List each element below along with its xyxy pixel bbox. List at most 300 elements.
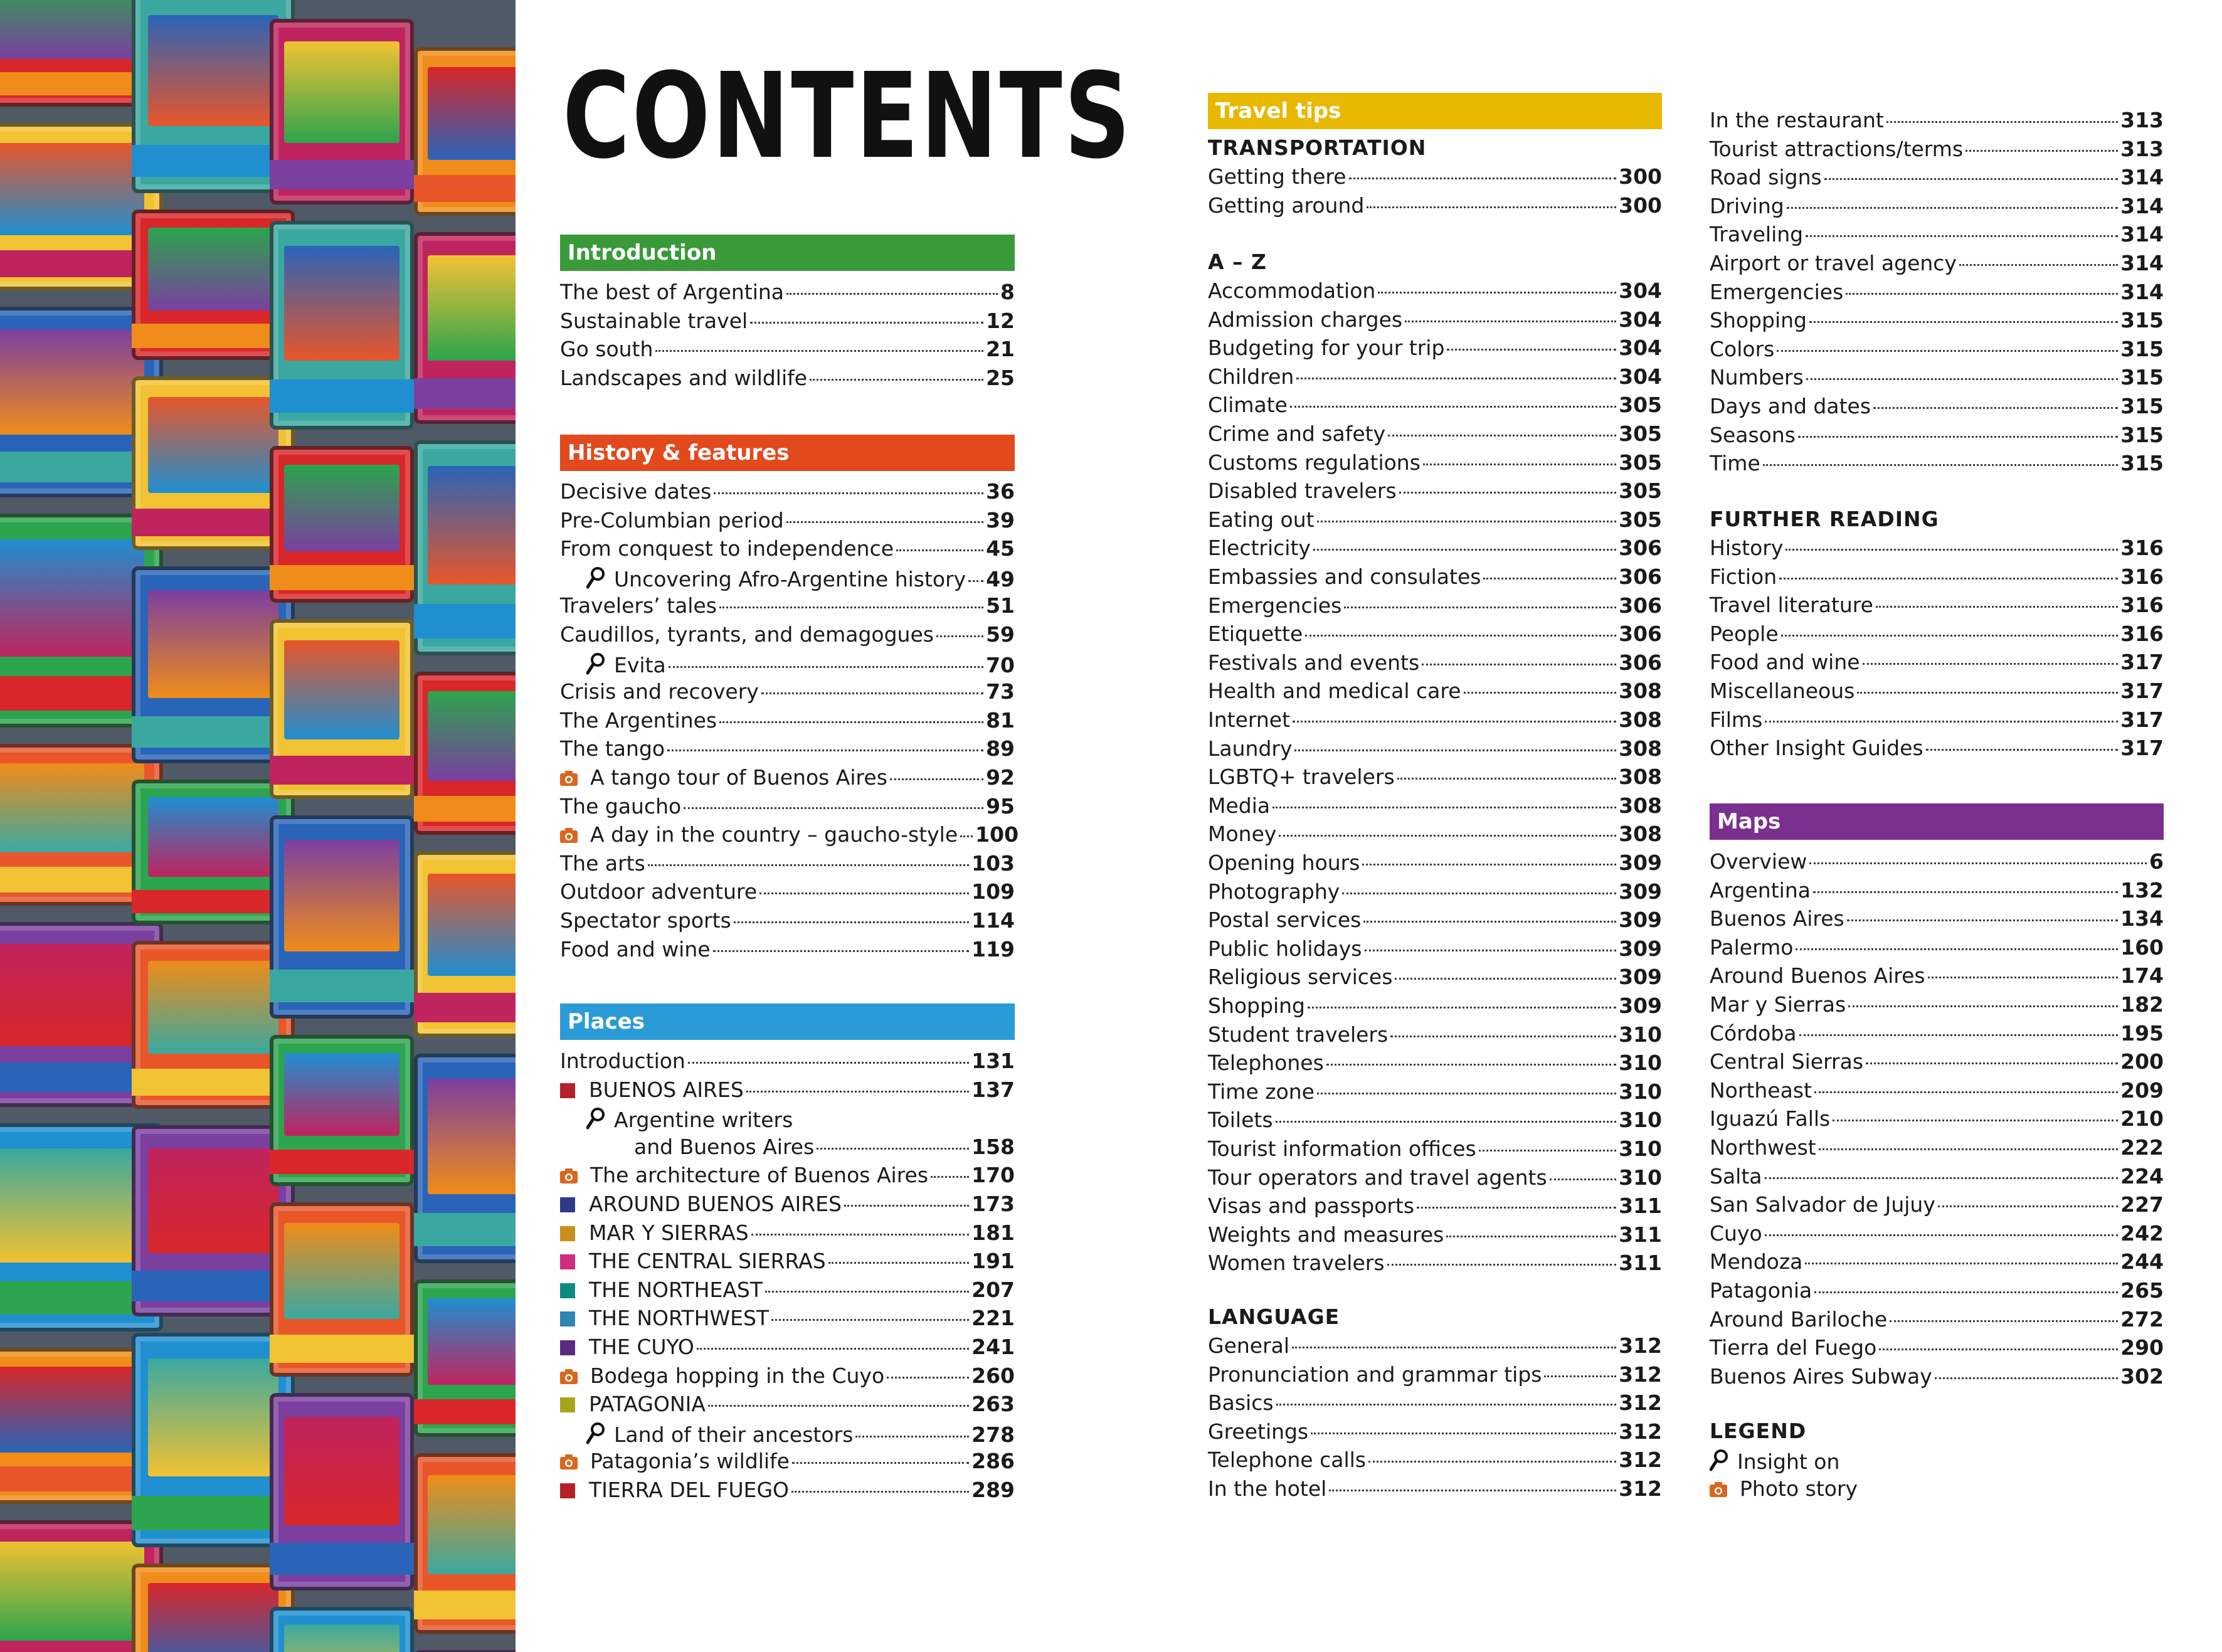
plaque-band bbox=[414, 796, 516, 822]
toc-entry-page: 137 bbox=[971, 1077, 1015, 1102]
toc-entry[interactable] bbox=[1208, 334, 1662, 362]
toc-entry[interactable] bbox=[1710, 364, 2164, 391]
toc-entry[interactable] bbox=[560, 1219, 1015, 1247]
toc-entry[interactable] bbox=[1710, 336, 2164, 363]
page-title: CONTENTS bbox=[563, 48, 1133, 185]
toc-entry[interactable] bbox=[1710, 1334, 2164, 1362]
toc-entry-page: 306 bbox=[1619, 650, 1662, 675]
toc-entry-label: Postal services bbox=[1208, 908, 1362, 933]
toc-entry[interactable] bbox=[1710, 962, 2164, 990]
toc-entry-page: 131 bbox=[971, 1049, 1015, 1073]
toc-entry-page: 224 bbox=[2120, 1163, 2164, 1189]
toc-entry-page: 263 bbox=[971, 1392, 1015, 1417]
photo-story-camera-icon bbox=[560, 771, 578, 786]
painted-plaque bbox=[270, 1035, 414, 1186]
toc-entry[interactable] bbox=[560, 764, 1015, 792]
toc-entry[interactable] bbox=[1208, 163, 1662, 191]
toc-entry[interactable] bbox=[560, 1305, 1015, 1332]
dot-leader bbox=[714, 492, 983, 494]
toc-entry[interactable] bbox=[1208, 1332, 1662, 1360]
toc-entry[interactable] bbox=[1208, 792, 1662, 820]
toc-entry-page: 316 bbox=[2120, 536, 2164, 560]
toc-entry[interactable] bbox=[560, 821, 1019, 849]
toc-entry-page: 92 bbox=[986, 765, 1015, 790]
subheading-language: LANGUAGE bbox=[1208, 1305, 1340, 1329]
toc-entry-label: Time zone bbox=[1208, 1079, 1315, 1104]
toc-entry[interactable] bbox=[1208, 534, 1662, 562]
toc-entry[interactable] bbox=[1710, 1105, 2164, 1133]
toc-entry[interactable] bbox=[560, 1276, 1015, 1304]
toc-entry[interactable] bbox=[1208, 1475, 1662, 1503]
section-bar-history: History & features bbox=[560, 435, 1015, 471]
toc-entry-page: 308 bbox=[1619, 793, 1662, 818]
toc-entry[interactable] bbox=[1208, 506, 1662, 534]
toc-entry[interactable] bbox=[560, 336, 1015, 363]
toc-entry[interactable] bbox=[560, 907, 1015, 935]
toc-entry[interactable] bbox=[1208, 1106, 1662, 1134]
toc-entry[interactable] bbox=[1710, 107, 2164, 134]
toc-entry[interactable] bbox=[560, 850, 1015, 877]
toc-entry-page: 309 bbox=[1619, 850, 1662, 875]
toc-entry-page: 305 bbox=[1619, 479, 1662, 504]
insight-magnifier-icon bbox=[586, 566, 605, 589]
toc-entry[interactable] bbox=[1710, 421, 2164, 449]
toc-entry[interactable] bbox=[1208, 477, 1662, 505]
insight-magnifier-icon bbox=[586, 1107, 605, 1130]
toc-entry[interactable] bbox=[1208, 992, 1662, 1020]
toc-entry[interactable] bbox=[1710, 734, 2164, 762]
toc-entry-page: 241 bbox=[971, 1335, 1015, 1359]
plaque-band bbox=[414, 175, 516, 202]
plaque-band bbox=[270, 1150, 414, 1174]
plaque-painting bbox=[148, 15, 278, 127]
toc-entry-page: 59 bbox=[986, 622, 1015, 647]
toc-entry[interactable] bbox=[560, 793, 1015, 820]
toc-entry[interactable] bbox=[1710, 250, 2164, 277]
plaque-band bbox=[270, 160, 414, 189]
toc-entry-label: Crime and safety bbox=[1208, 421, 1386, 446]
toc-entry-label: PATAGONIA bbox=[589, 1392, 706, 1417]
toc-entry-page: 305 bbox=[1619, 393, 1662, 418]
toc-entry[interactable] bbox=[1710, 278, 2164, 306]
toc-entry[interactable] bbox=[1208, 363, 1662, 391]
toc-entry-page: 160 bbox=[2120, 935, 2164, 960]
toc-entry-label: Etiquette bbox=[1208, 622, 1303, 647]
painted-plaque bbox=[414, 232, 516, 424]
toc-entry-label: Go south bbox=[560, 337, 653, 362]
toc-entry-label: Visas and passports bbox=[1208, 1194, 1415, 1219]
toc-entry[interactable] bbox=[1208, 1078, 1662, 1106]
toc-entry-page: 313 bbox=[2120, 108, 2164, 132]
toc-entry-label: Introduction bbox=[560, 1049, 685, 1073]
toc-entry-label: Miscellaneous bbox=[1710, 679, 1855, 703]
toc-entry-page: 103 bbox=[971, 850, 1015, 876]
toc-entry[interactable] bbox=[560, 707, 1015, 734]
toc-entry[interactable] bbox=[1710, 620, 2164, 648]
toc-entry-label: The Argentines bbox=[560, 707, 717, 733]
dot-leader bbox=[1806, 378, 2118, 380]
toc-entry-label: Shopping bbox=[1710, 308, 1807, 333]
toc-entry[interactable] bbox=[1208, 1192, 1662, 1220]
dot-leader bbox=[1317, 521, 1617, 522]
toc-entry[interactable] bbox=[1208, 620, 1662, 648]
toc-entry[interactable] bbox=[1710, 1163, 2164, 1190]
toc-entry-page: 313 bbox=[2120, 136, 2164, 161]
region-color-square-icon bbox=[560, 1254, 575, 1269]
toc-entry[interactable] bbox=[1710, 1248, 2164, 1276]
toc-entry-label: Pronunciation and grammar tips bbox=[1208, 1362, 1542, 1387]
legend-insight bbox=[1710, 1446, 1839, 1476]
dot-leader bbox=[1833, 1120, 2118, 1121]
toc-entry[interactable] bbox=[1208, 649, 1662, 677]
toc-entry-page: 315 bbox=[2120, 308, 2164, 333]
painted-plaque bbox=[270, 1393, 414, 1591]
toc-entry-label: Opening hours bbox=[1208, 850, 1360, 875]
toc-entry-page: 310 bbox=[1619, 1108, 1662, 1133]
dot-leader bbox=[1417, 1207, 1616, 1209]
toc-entry-label: Public holidays bbox=[1208, 936, 1362, 961]
subheading-a-z: A – Z bbox=[1208, 250, 1267, 274]
toc-entry-page: 25 bbox=[986, 365, 1015, 390]
toc-entry-label: Children bbox=[1208, 364, 1294, 389]
dot-leader bbox=[960, 835, 973, 837]
toc-entry[interactable] bbox=[1710, 677, 2164, 705]
toc-entry[interactable] bbox=[560, 1190, 1015, 1218]
toc-entry[interactable] bbox=[560, 678, 1015, 706]
dot-leader bbox=[1763, 464, 2118, 466]
dot-leader bbox=[1848, 1005, 2118, 1007]
dot-leader bbox=[1765, 1234, 2118, 1236]
toc-entry-page: 272 bbox=[2120, 1306, 2164, 1332]
toc-entry-label: Landscapes and wildlife bbox=[560, 365, 808, 390]
toc-entry-page: 278 bbox=[971, 1422, 1015, 1447]
toc-entry[interactable] bbox=[560, 1390, 1015, 1418]
dot-leader bbox=[890, 778, 983, 780]
toc-entry[interactable] bbox=[560, 535, 1015, 563]
toc-entry[interactable] bbox=[1710, 221, 2164, 248]
toc-entry-label: Seasons bbox=[1710, 422, 1796, 447]
painted-plaque bbox=[414, 1054, 516, 1263]
toc-entry[interactable] bbox=[560, 1448, 1015, 1475]
toc-entry-page: 286 bbox=[971, 1449, 1015, 1474]
toc-entry[interactable] bbox=[560, 1076, 1015, 1104]
toc-entry[interactable] bbox=[1208, 820, 1662, 848]
toc-entry[interactable] bbox=[1710, 307, 2164, 334]
dot-leader bbox=[1806, 235, 2118, 237]
toc-entry[interactable] bbox=[1208, 1418, 1662, 1446]
toc-entry-page: 316 bbox=[2120, 593, 2164, 618]
dot-leader bbox=[1926, 749, 2119, 751]
toc-entry[interactable] bbox=[1710, 649, 2164, 676]
dot-leader bbox=[1390, 1035, 1616, 1037]
dot-leader bbox=[1405, 320, 1616, 322]
toc-entry[interactable] bbox=[1208, 1221, 1662, 1249]
plaque-painting bbox=[0, 329, 144, 434]
toc-entry-page: 290 bbox=[2120, 1335, 2164, 1360]
toc-entry[interactable] bbox=[1208, 963, 1662, 991]
toc-entry[interactable] bbox=[1710, 534, 2164, 562]
toc-entry[interactable] bbox=[560, 478, 1015, 506]
toc-entry-page: 311 bbox=[1619, 1222, 1662, 1247]
toc-entry[interactable] bbox=[1208, 277, 1662, 305]
dot-leader bbox=[765, 1291, 969, 1293]
toc-entry-label: Caudillos, tyrants, and demagogues bbox=[560, 622, 934, 647]
section-bar-places: Places bbox=[560, 1003, 1015, 1040]
toc-entry[interactable] bbox=[560, 1419, 1015, 1447]
toc-entry-label: Basics bbox=[1208, 1390, 1274, 1416]
toc-entry[interactable] bbox=[1710, 877, 2164, 904]
toc-entry-page: 315 bbox=[2120, 422, 2164, 447]
toc-entry[interactable] bbox=[560, 507, 1015, 534]
toc-entry[interactable] bbox=[1710, 905, 2164, 933]
toc-entry[interactable] bbox=[1208, 420, 1662, 448]
toc-entry-label: Tourist attractions/terms bbox=[1710, 136, 1964, 161]
toc-entry-page: 316 bbox=[2120, 564, 2164, 589]
toc-entry[interactable] bbox=[560, 621, 1015, 649]
toc-entry-label: Overview bbox=[1710, 849, 1807, 874]
toc-entry-label: Buenos Aires bbox=[1710, 906, 1844, 931]
toc-entry[interactable] bbox=[560, 878, 1015, 906]
dot-leader bbox=[1363, 921, 1616, 923]
toc-entry[interactable] bbox=[1208, 1021, 1662, 1049]
toc-entry-page: 312 bbox=[1619, 1476, 1662, 1501]
toc-entry[interactable] bbox=[560, 364, 1015, 392]
dot-leader bbox=[1886, 121, 2118, 123]
toc-entry-label: Patagonia’s wildlife bbox=[590, 1449, 790, 1474]
plaque-band bbox=[414, 993, 516, 1023]
dot-leader bbox=[1799, 1034, 2119, 1036]
plaque-band bbox=[270, 970, 414, 1002]
toc-entry-label: BUENOS AIRES bbox=[589, 1077, 744, 1102]
dot-leader bbox=[1388, 435, 1616, 437]
toc-entry-page: 306 bbox=[1619, 536, 1662, 561]
toc-entry[interactable] bbox=[1208, 1249, 1662, 1277]
toc-entry[interactable] bbox=[1710, 393, 2164, 420]
toc-entry[interactable] bbox=[1208, 849, 1662, 877]
plaque-painting bbox=[428, 874, 516, 976]
toc-entry-page: 21 bbox=[986, 337, 1015, 362]
toc-entry-label: Religious services bbox=[1208, 965, 1393, 990]
legend-photo-story-label: Photo story bbox=[1740, 1476, 1858, 1501]
toc-entry[interactable] bbox=[1208, 1164, 1662, 1192]
toc-entry-label: Media bbox=[1208, 793, 1271, 818]
toc-entry[interactable] bbox=[560, 650, 1015, 677]
toc-entry[interactable] bbox=[1710, 193, 2164, 220]
toc-entry[interactable] bbox=[1710, 563, 2164, 591]
dot-leader bbox=[1965, 150, 2118, 152]
toc-entry[interactable] bbox=[1208, 763, 1662, 791]
toc-entry[interactable] bbox=[1710, 450, 2164, 477]
plaque-painting bbox=[428, 1079, 516, 1194]
toc-entry-page: 49 bbox=[986, 566, 1015, 591]
toc-entry-label: Other Insight Guides bbox=[1710, 736, 1923, 761]
toc-entry-page: 134 bbox=[2120, 906, 2164, 931]
toc-entry[interactable] bbox=[1710, 1220, 2164, 1247]
toc-entry[interactable] bbox=[1710, 1134, 2164, 1162]
toc-entry-label: Student travelers bbox=[1208, 1022, 1389, 1047]
toc-entry[interactable] bbox=[560, 1476, 1015, 1504]
toc-entry-label: Getting around bbox=[1208, 193, 1365, 218]
toc-entry[interactable] bbox=[1710, 1020, 2164, 1047]
dot-leader bbox=[817, 1148, 969, 1150]
dot-leader bbox=[1890, 1320, 2118, 1322]
toc-entry-label: Northwest bbox=[1710, 1135, 1816, 1160]
toc-entry-label: Traveling bbox=[1710, 222, 1804, 247]
toc-entry[interactable] bbox=[560, 1104, 1015, 1132]
toc-entry[interactable] bbox=[560, 278, 1015, 306]
dot-leader bbox=[1446, 1236, 1616, 1237]
toc-entry[interactable] bbox=[1208, 1446, 1662, 1474]
toc-entry-page: 51 bbox=[986, 593, 1015, 618]
painted-plaque bbox=[270, 19, 414, 204]
cover-photo bbox=[0, 0, 516, 1652]
toc-entry[interactable] bbox=[1208, 1389, 1662, 1417]
toc-entry-label: Sustainable travel bbox=[560, 308, 748, 333]
toc-entry[interactable] bbox=[1208, 677, 1662, 705]
toc-entry[interactable] bbox=[560, 1247, 1015, 1275]
toc-entry[interactable] bbox=[1208, 1361, 1662, 1389]
dot-leader bbox=[1317, 1093, 1616, 1094]
toc-entry[interactable] bbox=[1208, 306, 1662, 334]
toc-entry[interactable] bbox=[1208, 391, 1662, 419]
toc-entry[interactable] bbox=[1208, 706, 1662, 734]
toc-entry[interactable] bbox=[1710, 1048, 2164, 1076]
toc-entry[interactable] bbox=[1710, 848, 2164, 876]
dot-leader bbox=[1305, 635, 1616, 637]
toc-entry[interactable] bbox=[560, 564, 1015, 591]
toc-entry[interactable] bbox=[1710, 934, 2164, 961]
toc-entry-label: From conquest to independence bbox=[560, 536, 894, 561]
dot-leader bbox=[1765, 1177, 2119, 1179]
toc-entry-page: 310 bbox=[1619, 1136, 1662, 1161]
toc-entry-page: 314 bbox=[2120, 165, 2164, 190]
subheading-legend: LEGEND bbox=[1710, 1419, 1807, 1443]
toc-entry[interactable] bbox=[560, 1162, 1015, 1189]
toc-entry[interactable] bbox=[1710, 1363, 2164, 1390]
painted-plaque bbox=[414, 440, 516, 655]
toc-entry[interactable] bbox=[560, 592, 1015, 620]
toc-entry-page: 317 bbox=[2120, 736, 2164, 761]
painted-plaque bbox=[270, 221, 414, 430]
toc-entry[interactable] bbox=[1710, 706, 2164, 734]
photo-story-camera-icon bbox=[560, 1369, 578, 1384]
toc-entry-label: Disabled travelers bbox=[1208, 479, 1397, 504]
toc-entry-page: 314 bbox=[2120, 251, 2164, 275]
toc-entry-label: Travelers’ tales bbox=[560, 593, 717, 618]
dot-leader bbox=[1857, 692, 2118, 694]
dot-leader bbox=[968, 580, 983, 582]
toc-entry[interactable] bbox=[1710, 135, 2164, 163]
plaque-painting bbox=[0, 539, 144, 657]
toc-entry-page: 6 bbox=[2149, 849, 2164, 874]
toc-entry[interactable] bbox=[560, 936, 1015, 963]
toc-entry-label: A day in the country – gaucho-style bbox=[590, 822, 958, 847]
toc-entry[interactable] bbox=[1710, 1077, 2164, 1104]
toc-entry-page: 304 bbox=[1619, 336, 1662, 361]
toc-entry-label: Getting there bbox=[1208, 164, 1346, 189]
toc-entry[interactable] bbox=[1710, 164, 2164, 191]
toc-entry-label: Airport or travel agency bbox=[1710, 251, 1957, 275]
plaque-painting bbox=[148, 1148, 278, 1254]
painted-plaque bbox=[270, 619, 414, 799]
dot-leader bbox=[1272, 807, 1616, 808]
toc-entry[interactable] bbox=[560, 1333, 1015, 1361]
plaque-band bbox=[270, 756, 414, 785]
dot-leader bbox=[855, 1436, 969, 1438]
toc-entry[interactable] bbox=[1208, 906, 1662, 934]
toc-entry-page: 315 bbox=[2120, 394, 2164, 418]
dot-leader bbox=[1819, 1148, 2118, 1150]
toc-entry[interactable] bbox=[1208, 192, 1662, 220]
toc-entry-page: 306 bbox=[1619, 593, 1662, 618]
dot-leader bbox=[1809, 862, 2147, 864]
toc-entry-label: Tourist information offices bbox=[1208, 1136, 1476, 1161]
toc-entry-label: Córdoba bbox=[1710, 1020, 1797, 1046]
photo-story-camera-icon bbox=[560, 828, 578, 843]
toc-entry[interactable] bbox=[1208, 592, 1662, 620]
toc-entry[interactable] bbox=[1710, 1306, 2164, 1333]
toc-entry[interactable] bbox=[560, 1133, 1015, 1161]
toc-entry-page: 317 bbox=[2120, 650, 2164, 675]
dot-leader bbox=[1928, 977, 2119, 978]
dot-leader bbox=[1781, 635, 2118, 637]
dot-leader bbox=[1786, 549, 2118, 551]
toc-entry-label: Uncovering Afro-Argentine history bbox=[614, 566, 966, 591]
dot-leader bbox=[1876, 606, 2118, 608]
toc-entry-label: Argentine writers bbox=[614, 1108, 793, 1133]
toc-entry[interactable] bbox=[560, 1362, 1015, 1390]
toc-entry[interactable] bbox=[560, 1047, 1015, 1075]
toc-entry-label: Northeast bbox=[1710, 1078, 1812, 1103]
plaque-band bbox=[414, 378, 516, 409]
toc-entry[interactable] bbox=[1208, 935, 1662, 963]
region-color-square-icon bbox=[560, 1283, 575, 1298]
toc-entry-label: Climate bbox=[1208, 393, 1288, 418]
toc-entry-label: San Salvador de Jujuy bbox=[1710, 1192, 1935, 1217]
toc-entry-page: 170 bbox=[971, 1163, 1015, 1188]
toc-entry-page: 242 bbox=[2120, 1220, 2164, 1246]
dot-leader bbox=[1866, 1062, 2118, 1064]
toc-entry[interactable] bbox=[1710, 1277, 2164, 1305]
dot-leader bbox=[697, 1348, 969, 1350]
toc-entry-label: The arts bbox=[560, 850, 645, 876]
toc-entry[interactable] bbox=[1710, 991, 2164, 1019]
toc-entry[interactable] bbox=[560, 735, 1015, 763]
toc-entry-label: Land of their ancestors bbox=[614, 1422, 854, 1447]
toc-entry[interactable] bbox=[1208, 449, 1662, 477]
toc-entry[interactable] bbox=[1710, 1191, 2164, 1219]
toc-entry-label: Days and dates bbox=[1710, 394, 1871, 418]
toc-entry[interactable] bbox=[1208, 1135, 1662, 1163]
plaque-band bbox=[270, 565, 414, 590]
toc-entry[interactable] bbox=[1208, 1049, 1662, 1077]
toc-entry[interactable] bbox=[1208, 563, 1662, 591]
toc-entry-label: Palermo bbox=[1710, 935, 1794, 960]
toc-entry-page: 304 bbox=[1619, 364, 1662, 389]
toc-entry-label: Road signs bbox=[1710, 165, 1822, 190]
toc-entry-label: The tango bbox=[560, 736, 665, 761]
toc-entry[interactable] bbox=[1710, 591, 2164, 619]
dot-leader bbox=[1938, 1205, 2118, 1207]
dot-leader bbox=[1879, 1348, 2118, 1350]
plaque-band bbox=[270, 1543, 414, 1574]
toc-entry[interactable] bbox=[560, 307, 1015, 335]
toc-entry[interactable] bbox=[1208, 878, 1662, 906]
dot-leader bbox=[786, 293, 998, 295]
toc-entry-label: Iguazú Falls bbox=[1710, 1106, 1831, 1131]
dot-leader bbox=[648, 864, 969, 866]
toc-entry[interactable] bbox=[1208, 735, 1662, 763]
